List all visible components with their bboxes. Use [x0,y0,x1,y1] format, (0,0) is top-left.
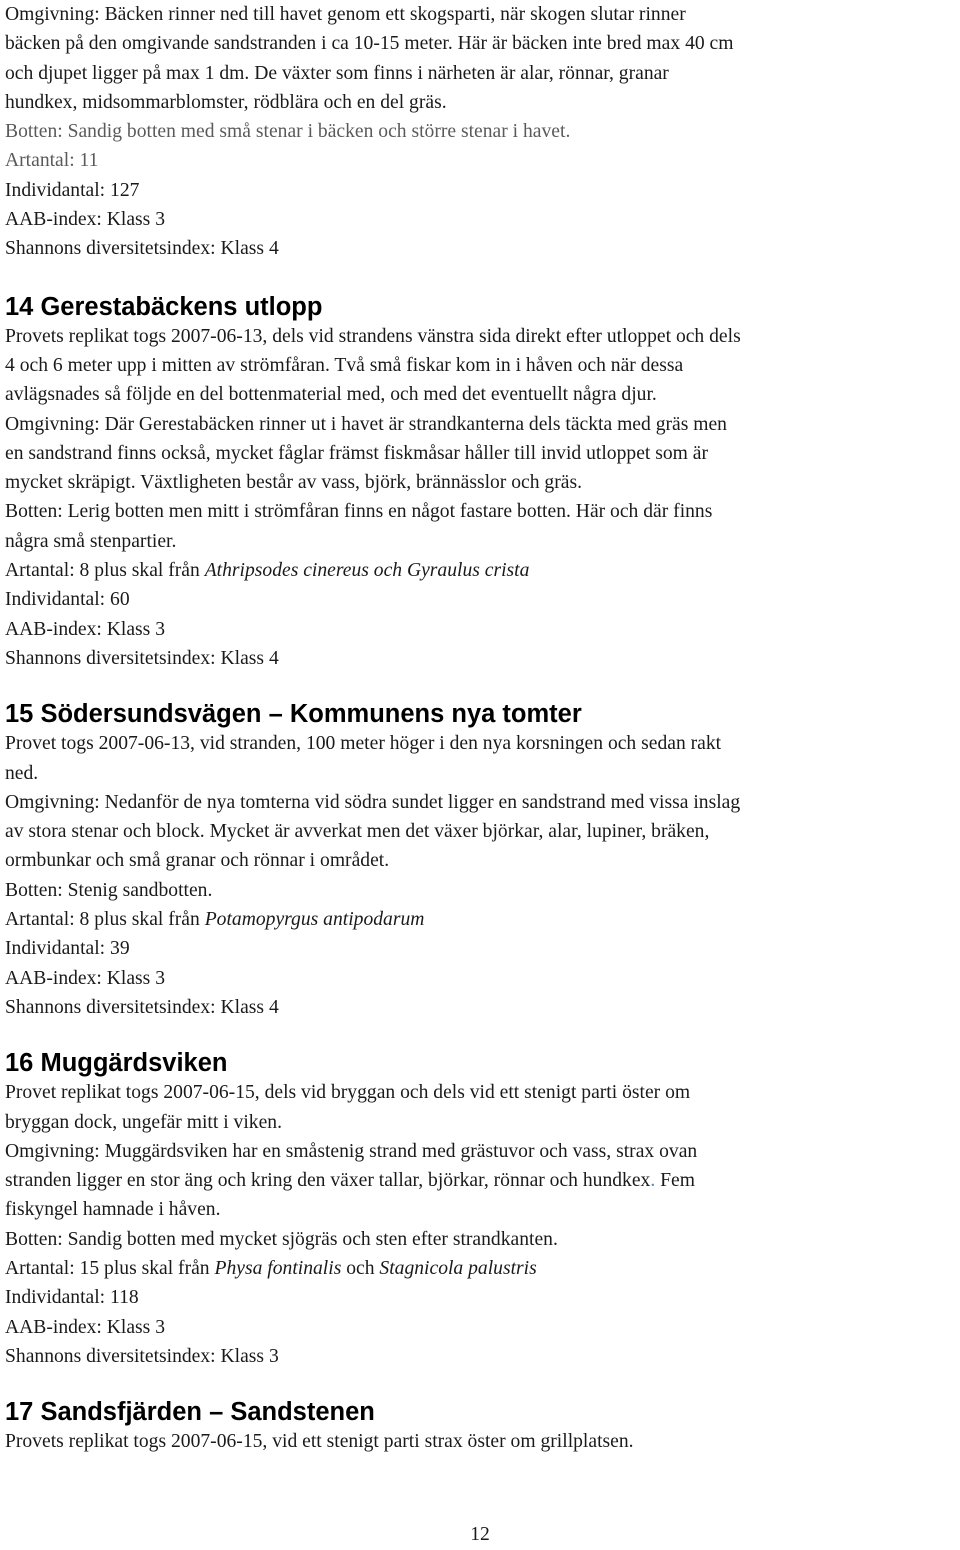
artantal-line [5,905,957,934]
body-line: Botten: Stenig sandbotten. [5,879,213,901]
shannon-index-line: Shannons diversitetsindex: Klass 4 [5,996,279,1018]
aab-index-line: AAB-index: Klass 3 [5,967,166,989]
section-heading: 16 Muggärdsviken [5,1049,228,1078]
artantal-prefix: Artantal: 8 plus skal från [5,560,205,582]
artantal-line: Artantal: 11 [5,150,99,172]
body-line: avlägsnades så följde en del bottenmaterial med, och med det eventuellt några djur. [5,384,657,406]
species-name: Potamopyrgus antipodarum [204,909,425,931]
section-16 [5,1048,957,1371]
individantal-line: Individantal: 118 [5,1287,139,1309]
artantal-line [5,1254,957,1283]
section-15 [5,699,957,1022]
individantal-line: Individantal: 39 [5,938,130,960]
body-line: Botten: Sandig botten med mycket sjögräs och sten efter strandkanten. [5,1228,558,1250]
highlighted-period: . [650,1170,656,1192]
aab-index-line: AAB-index: Klass 3 [5,209,166,231]
body-line: några små stenpartier. [5,530,177,552]
body-line: mycket skräpigt. Växtligheten består av vass, björk, brännässlor och gräs. [5,472,582,494]
species-names: Athripsodes cinereus och Gyraulus crista [204,560,530,582]
shannon-index-line: Shannons diversitetsindex: Klass 4 [5,647,279,669]
body-line: Omgivning: Nedanför de nya tomterna vid södra sundet ligger en sandstrand med vissa inslag [5,791,741,813]
body-line: Botten: Lerig botten men mitt i strömfåran finns en något fastare botten. Här och där finns [5,501,713,523]
body-line: Provet replikat togs 2007-06-15, dels vid bryggan och dels vid ett stenigt parti öster om [5,1082,691,1104]
body-text: stranden ligger en stor äng och kring den växer tallar, björkar, rönnar och hundkex [5,1170,651,1192]
intro-line: och djupet ligger på max 1 dm. De växter som finns i närheten är alar, rönnar, granar [5,62,669,84]
body-line: fiskyngel hamnade i håven. [5,1199,221,1221]
body-line: ned. [5,762,39,784]
body-line: en sandstrand finns också, mycket fåglar främst fiskmåsar håller till invid utloppet som är [5,442,709,464]
shannon-index-line: Shannons diversitetsindex: Klass 4 [5,238,279,260]
body-line [5,1166,957,1195]
artantal-line [5,556,957,585]
aab-index-line: AAB-index: Klass 3 [5,1316,166,1338]
body-line: bryggan dock, ungefär mitt i viken. [5,1111,282,1133]
body-text: Fem [655,1170,695,1192]
intro-bottom-line: Botten: Sandig botten med små stenar i bäcken och större stenar i havet. [5,121,571,143]
body-line: Omgivning: Där Gerestabäcken rinner ut i havet är strandkanterna dels täckta med gräs men [5,413,727,435]
aab-index-line: AAB-index: Klass 3 [5,618,166,640]
section-heading: 17 Sandsfjärden – Sandstenen [5,1398,375,1427]
conjunction: och [341,1257,380,1279]
section-17 [5,1397,957,1456]
body-line: 4 och 6 meter upp i mitten av strömfåran. Två små fiskar kom in i håven och när dessa [5,354,684,376]
body-line: av stora stenar och block. Mycket är avverkat men det växer björkar, alar, lupiner, bräken, [5,821,710,843]
body-line: Provets replikat togs 2007-06-13, dels vid strandens vänstra sida direkt efter utloppet och dels [5,325,741,347]
species-name: Stagnicola palustris [379,1257,537,1279]
intro-line: hundkex, midsommarblomster, rödblära och en del gräs. [5,91,447,113]
species-name: Physa fontinalis [214,1257,342,1279]
intro-line: Omgivning: Bäcken rinner ned till havet genom ett skogsparti, när skogen slutar rinner [5,4,686,25]
section-heading: 15 Södersundsvägen – Kommunens nya tomter [5,700,582,729]
body-line: ormbunkar och små granar och rönnar i området. [5,850,390,872]
individantal-line: Individantal: 127 [5,179,140,201]
body-line: Provets replikat togs 2007-06-15, vid ett stenigt parti strax öster om grillplatsen. [5,1431,634,1453]
artantal-prefix: Artantal: 8 plus skal från [5,909,205,931]
section-heading: 14 Gerestabäckens utlopp [5,292,323,321]
intro-block [5,0,957,264]
section-14 [5,292,957,674]
individantal-line: Individantal: 60 [5,589,130,611]
document-page [5,0,957,1550]
shannon-index-line: Shannons diversitetsindex: Klass 3 [5,1345,279,1367]
body-line: Omgivning: Muggärdsviken har en småstenig strand med grästuvor och vass, strax ovan [5,1140,698,1162]
artantal-prefix: Artantal: 15 plus skal från [5,1257,215,1279]
intro-line: bäcken på den omgivande sandstranden i ca 10-15 meter. Här är bäcken inte bred max 40 cm [5,33,734,55]
body-line: Provet togs 2007-06-13, vid stranden, 100 meter höger i den nya korsningen och sedan rakt [5,733,722,755]
page-number: 12 [470,1524,490,1545]
